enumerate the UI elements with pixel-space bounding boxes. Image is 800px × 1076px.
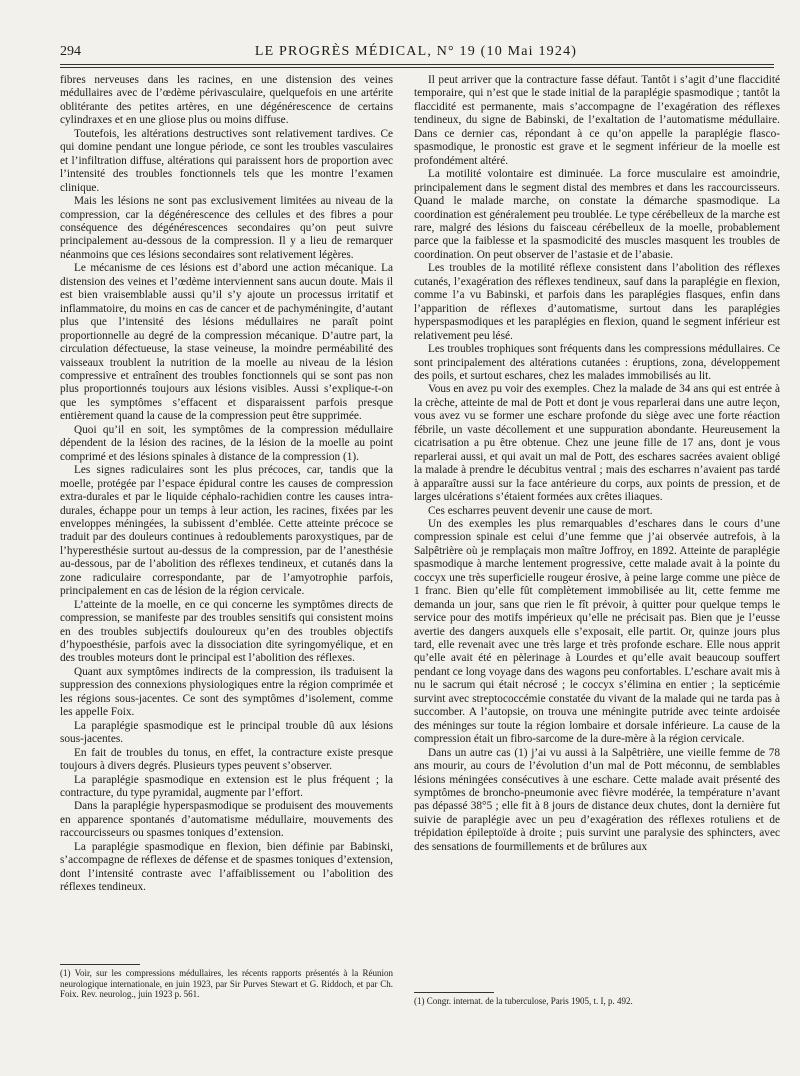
paragraph: Dans un autre cas (1) j’ai vu aussi à la Salpêtrière, une vieille femme de 78 ans mourir, au cours de l’évolution d’un mal de Pott méconnu, de semblables lésions méningées consécutives à une eschare. Cette malade avait présenté des symptômes de broncho-pneumonie avec fièvre modérée, la température n’avant pas dépassé 38°5 ; elle fit à 8 jours de distance deux chutes, dont la dernière fut suivie de paraplégie avec un peu d’exagération des réflexes rotuliens et de trépidation épileptoïde à droite ; puis survint une paralysie des sphincters, avec des sensations de fourmillements et de brûlures aux <box>414 746 780 853</box>
header-rule-bottom <box>60 67 774 68</box>
footnote-left: (1) Voir, sur les compressions médullaires, les récents rapports présentés à la Réunion neurologique internationale, en juin 1923, par Sir Purves Stewart et G. Riddoch, et par Ch. Foix. Rev. neurolog., juin 1923 p. 561. <box>60 968 393 1000</box>
paragraph: Un des exemples les plus remarquables d’eschares dans le cours d’une compression spinale est celui d’une femme que j’ai observée autrefois, à la Salpêtrière où je remplaçais mon maître Joffroy, en 1892. Atteinte de paraplégie spasmodique à marche lentement progressive, cette malade avait à la pointe du coccyx une très superficielle rougeur érosive, à peine large comme une pièce de 1 franc. Bien qu’elle fût complètement immobilisée au lit, cette femme me demanda un jour, sans que rien le fît prévoir, à quitter pour quelque temps le service pour des motifs impérieux qu’elle ne précisait pas. Bien que je l’eusse avertie des dangers auxquels elle s’exposait, elle partit. Or, quinze jours plus tard, elle revenait avec une très large et très profonde eschare. Elle nous apprit qu’elle avait été en pèlerinage à Lourdes et qu’elle avait beaucoup souffert pendant ce long voyage dans des wagons peu confortables. L’eschare avait mis à nu le sacrum qui était nécrosé ; le coccyx s’élimina en entier ; la septicémie survint avec streptococcémie constatée du vivant de la malade qui ne tarda pas à succomber. A l’autopsie, on trouva une méningite putride avec teinte ardoisée des méninges sur toute la région lombaire et dorsale inférieure. La cause de la compression était un fibro-sarcome de la dure-mère à la région cervicale. <box>414 517 780 746</box>
paragraph: En fait de troubles du tonus, en effet, la contracture existe presque toujours à divers degrés. Plusieurs types peuvent s’observer. <box>60 746 393 773</box>
paragraph: Mais les lésions ne sont pas exclusivement limitées au niveau de la compression, car la dégénérescence des cellules et des fibres a pour conséquence des dégénérescences secondaires qu’on peut suivre principalement au-dessous de la compression. Il y a lieu de remarquer néanmoins que ces lésions secondaires sont relativement légères. <box>60 195 393 261</box>
paragraph: Les troubles de la motilité réflexe consistent dans l’abolition des réflexes cutanés, l’exagération des réflexes tendineux, sauf dans la paraplégie en flexion, comme l’a vu Babinski, et parfois dans les paraplégies flasques, enfin dans l’apparition de réflexes d’automatisme, surtout dans les paraplégies hyperspasmodiques et les paraplégies en flexion, quand le segment inférieur est relativement peu lésé. <box>414 262 780 342</box>
running-title: LE PROGRÈS MÉDICAL, N° 19 (10 Mai 1924) <box>254 44 578 59</box>
paragraph: Ces escharres peuvent devenir une cause de mort. <box>428 504 653 517</box>
paragraph: Toutefois, les altérations destructives sont relativement tardives. Ce qui domine pendant une longue période, ce sont les troubles vasculaires et l’infiltration diffuse, altérations qui paraissent hors de proportion avec l’intensité des troubles fonctionnels tels que les montre l’examen clinique. <box>60 127 393 194</box>
paragraph: Il peut arriver que la contracture fasse défaut. Tantôt i s’agit d’une flaccidité temporaire, qui n’est que le stade initial de la paraplégie spasmodique ; tantôt la flaccidité est permanente, mais s’accompagne de l’exagération des réflexes tendineux, du signe de Babinski, de l’exaltation de l’automatisme médullaire. Dans ce dernier cas, répondant à ce qu’on appelle la paraplégie flasco-spasmodique, le pronostic est grave et le segment inférieur de la moelle est profondément altéré. <box>414 74 780 167</box>
page-header <box>60 44 772 64</box>
left-column <box>60 74 393 954</box>
paragraph: Dans la paraplégie hyperspasmodique se produisent des mouvements en apparence spontanés d’automatisme médullaire, mouvements des raccourcisseurs ou spasmes toniques d’extension. <box>60 800 393 840</box>
footnote-separator-right <box>414 992 494 993</box>
paragraph: L’atteinte de la moelle, en ce qui concerne les symptômes directs de compression, se manifeste par des troubles sensitifs qui consistent moins en des troubles subjectifs douloureux qu’en des troubles objectifs d’hypoesthésie, parfois avec la dissociation dite syringomyélique, et en des troubles moteurs dont le principal est l’abolition des réflexes. <box>60 598 393 665</box>
paragraph: Vous en avez pu voir des exemples. Chez la malade de 34 ans qui est entrée à la crèche, atteinte de mal de Pott et dont je vous reparlerai dans une autre leçon, vous avez vu se former une eschare profonde du siège avec une forte réaction fébrile, un vaste décollement et une suppuration abondante. Heureusement la cicatrisation a pu être obtenue. Chez une jeune fille de 17 ans, dont je vous reparlerai aussi, et qui avait un mal de Pott, des eschares sacrées avaient obligé la malade à prendre le décubitus ventral ; mais des escharres n’avaient pas tardé à apparaître aussi sur la face antérieure du corps, aux points de pression, et de larges ulcérations s’étaient formées aux crêtes iliaques. <box>414 383 780 504</box>
header-rule-top <box>60 64 774 65</box>
page-number: 294 <box>60 44 81 59</box>
paragraph: La paraplégie spasmodique en extension est le plus fréquent ; la contracture, du type pyramidal, augmente par l’effort. <box>60 773 393 800</box>
paragraph: Quoi qu’il en soit, les symptômes de la compression médullaire dépendent de la lésion des racines, de la lésion de la moelle au point comprimé et des lésions spinales à distance de la compression (1). <box>60 423 393 463</box>
paragraph: Les troubles trophiques sont fréquents dans les compressions médullaires. Ce sont principalement des altérations cutanées : éruptions, zona, développement des poils, et surtout eschares, chez les malades immobilisés au lit. <box>414 343 780 382</box>
paragraph: La paraplégie spasmodique est le principal trouble dû aux lésions sous-jacentes. <box>60 719 393 746</box>
paragraph: La motilité volontaire est diminuée. La force musculaire est amoindrie, principalement dans le segment distal des membres et dans les raccourcisseurs. Quand le malade marche, on constate la démarche spasmodique. La coordination est généralement peu troublée. Le type cérébelleux de la marche est rare, malgré des lésions du faisceau cérébelleux de la moelle, probablement parce que la faiblesse et la spasmodicité des muscles masquent les troubles de coordination. On peut observer de l’astasie et de l’abasie. <box>414 168 780 261</box>
footnote-right: (1) Congr. internat. de la tuberculose, Paris 1905, t. I, p. 492. <box>414 996 633 1006</box>
footnote-separator-left <box>60 964 140 965</box>
paragraph: fibres nerveuses dans les racines, en une distension des veines médullaires avec de l’œdème périvasculaire, quelquefois en une artérite oblitérante des petites artères, en une dégénérescence de certains cylindraxes et en une gliose plus ou moins diffuse. <box>60 74 393 127</box>
paragraph: Les signes radiculaires sont les plus précoces, car, tandis que la moelle, protégée par l’espace épidural contre les causes de compression extra-durales et par le liquide céphalo-rachidien contre les causes intra-durales, échappe pour un temps à leur action, les racines, fixées par les enveloppes méningées, la subissent d’emblée. Cette atteinte précoce se traduit par des douleurs continues à redoublements paroxystiques, par de l’hyperesthésie surtout au-dessus de la compression, par de l’anesthésie au-dessous, par de l’abolition des réflexes tendineux, et cutanés dans la zone radiculaire correspondante, par de l’amyotrophie parfois, principalement en cas de lésion de la région cervicale. <box>60 464 393 598</box>
paragraph: Quant aux symptômes indirects de la compression, ils traduisent la suppression des connexions physiologiques entre la région comprimée et les régions sous-jacentes. Ce sont des symptômes d’isolement, comme les appelle Foix. <box>60 665 393 719</box>
paragraph: Le mécanisme de ces lésions est d’abord une action mécanique. La distension des veines et l’œdème interviennent sans aucun doute. Mais il est bien vraisemblable aussi qu’il s’y ajoute un processus irritatif et inflammatoire, du moins en cas de cancer et de pachyméningite, d’autant plus que l’intensité des lésions médullaires ne paraît point proportionnelle au degré de la compression mécanique. D’autre part, la circulation défectueuse, la stase veineuse, la moindre perméabilité des vaisseaux troublent la nutrition de la moelle au niveau de la lésion compressive et entraînent des troubles fonctionnels qui se sont pas non plus proportionnés toujours aux lésions visibles. Aussi s’explique-t-on que les symptômes s’effacent et disparaissent parfois presque entièrement quand la cause de la compression peut être supprimée. <box>60 262 393 423</box>
paragraph: La paraplégie spasmodique en flexion, bien définie par Babinski, s’accompagne de réflexes de défense et de spasmes toniques d’extension, dont l’intensité contraste avec l’affaiblissement ou l’abolition des réflexes tendineux. <box>60 840 393 894</box>
right-column <box>414 74 780 954</box>
